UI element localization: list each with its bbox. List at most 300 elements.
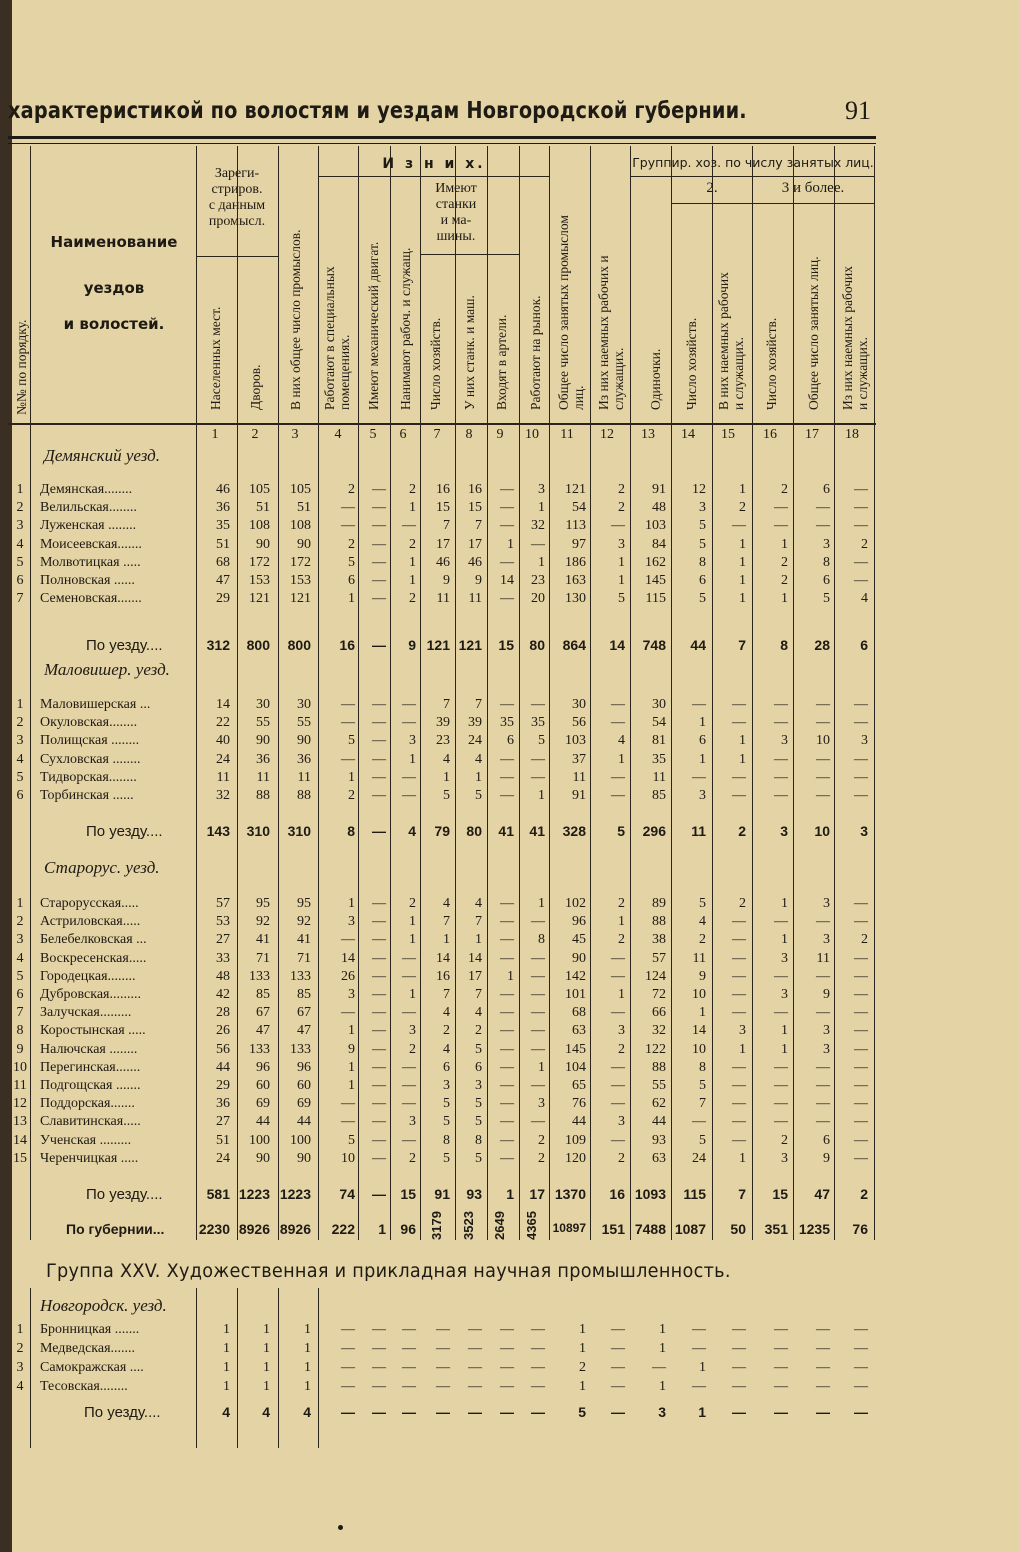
district-name: Городецкая........	[40, 968, 136, 984]
table-cell: —	[500, 518, 514, 534]
table-cell: 27	[216, 1114, 230, 1130]
page-edge	[0, 0, 12, 1552]
table-cell: 6	[823, 1132, 830, 1148]
table-cell: 1	[699, 1360, 706, 1375]
table-cell: 1	[781, 896, 788, 911]
table-cell: 102	[565, 896, 586, 911]
district-name: Полищская ........	[40, 733, 140, 749]
table-cell: 3	[823, 896, 830, 911]
header-divider	[420, 254, 519, 255]
column-number: 11	[560, 427, 574, 442]
table-cell: 17	[468, 536, 482, 552]
table-cell: 1	[739, 591, 746, 607]
table-cell: 2	[348, 482, 355, 497]
table-cell: 1093	[634, 1186, 666, 1202]
province-total-cell: 1235	[798, 1221, 830, 1237]
table-cell: 26	[216, 1023, 230, 1039]
table-cell: 4	[443, 896, 450, 911]
table-cell: 15	[400, 1186, 416, 1202]
table-cell: 3	[658, 1404, 666, 1420]
table-cell: 4	[475, 751, 482, 767]
table-cell: —	[500, 1150, 514, 1166]
province-total-cell: 1	[378, 1221, 386, 1237]
table-cell: 2	[348, 536, 355, 552]
row-number: 4	[16, 536, 24, 552]
table-cell: 39	[436, 715, 450, 731]
row-number: 1	[16, 482, 24, 497]
province-total-cell: 222	[331, 1221, 355, 1237]
table-cell: 9	[408, 637, 416, 653]
header-rule	[8, 136, 876, 139]
table-cell: 65	[572, 1078, 586, 1093]
table-cell: 121	[458, 637, 482, 653]
table-cell: 1	[409, 500, 416, 516]
district-name: Поддорская.......	[40, 1096, 135, 1112]
table-cell: 113	[565, 518, 586, 534]
district-name: Коростынская .....	[40, 1023, 146, 1039]
table-cell: —	[402, 1132, 416, 1148]
table-cell: —	[854, 518, 868, 534]
province-total-cell: 4365	[524, 1211, 539, 1240]
row-number: 12	[13, 1096, 27, 1112]
table-cell: —	[402, 1322, 416, 1337]
table-cell: —	[436, 1379, 450, 1394]
table-cell: 1	[443, 932, 450, 948]
table-cell: —	[816, 968, 830, 984]
table-cell: 90	[297, 536, 311, 552]
table-cell: 7	[443, 518, 450, 534]
table-cell: —	[774, 1322, 788, 1337]
table-cell: —	[341, 1379, 355, 1394]
table-cell: 57	[652, 950, 666, 966]
row-number: 9	[16, 1041, 24, 1057]
table-cell: 1	[506, 1186, 514, 1202]
header-three-more: 3 и более.	[781, 180, 845, 196]
table-cell: 6	[475, 1059, 482, 1075]
table-cell: 88	[256, 788, 270, 803]
table-cell: 3	[823, 932, 830, 948]
table-cell: 1	[348, 769, 355, 785]
table-cell: 29	[216, 1078, 230, 1093]
table-cell: 1	[699, 715, 706, 731]
table-cell: 29	[216, 591, 230, 607]
table-cell: 5	[699, 896, 706, 911]
table-cell: —	[854, 573, 868, 588]
district-name: Медведская.......	[40, 1341, 136, 1356]
column-number: 6	[399, 427, 407, 442]
table-cell: 1	[348, 896, 355, 911]
table-cell: —	[611, 697, 625, 712]
table-cell: —	[531, 1114, 545, 1130]
table-cell: 7	[443, 697, 450, 712]
table-cell: —	[854, 950, 868, 966]
row-number: 10	[13, 1059, 27, 1075]
table-cell: 2	[409, 1150, 416, 1166]
table-cell: —	[500, 500, 514, 516]
district-name: Бронницкая .......	[40, 1322, 140, 1337]
table-cell: —	[531, 769, 545, 785]
table-cell: —	[816, 1341, 830, 1356]
table-cell: 96	[297, 1059, 311, 1075]
table-cell: 16	[468, 482, 482, 497]
district-name: Полновская ......	[40, 573, 135, 588]
table-cell: 5	[443, 1114, 450, 1130]
table-cell: —	[500, 697, 514, 712]
province-total-cell: 8926	[279, 1221, 311, 1237]
table-cell: 16	[339, 637, 355, 653]
table-cell: 14	[500, 573, 514, 588]
table-cell: 4	[443, 1005, 450, 1021]
table-cell: 80	[529, 637, 545, 653]
table-cell: 1	[507, 968, 514, 984]
table-cell: —	[854, 1096, 868, 1112]
table-cell: 5	[578, 1404, 586, 1420]
table-cell: 1	[739, 573, 746, 588]
header-total-employed: Общее число занятых промыслом лиц.	[556, 215, 586, 410]
table-cell: —	[372, 733, 386, 749]
table-cell: —	[854, 1059, 868, 1075]
table-cell: 4	[408, 823, 416, 839]
table-cell: —	[402, 1379, 416, 1394]
table-cell: —	[611, 1005, 625, 1021]
row-number: 5	[16, 968, 24, 984]
table-cell: 2	[618, 500, 625, 516]
table-cell: 30	[652, 697, 666, 712]
table-cell: 1	[739, 482, 746, 497]
table-cell: 5	[348, 554, 355, 570]
table-cell: 33	[216, 950, 230, 966]
row-number: 4	[16, 950, 24, 966]
table-cell: —	[816, 1078, 830, 1093]
table-cell: 1	[739, 1041, 746, 1057]
table-cell: 24	[468, 733, 482, 749]
table-cell: 96	[256, 1059, 270, 1075]
table-cell: —	[341, 932, 355, 948]
table-cell: 2	[781, 482, 788, 497]
row-number: 3	[16, 1360, 24, 1375]
row-number: 14	[13, 1132, 27, 1148]
table-cell: —	[732, 950, 746, 966]
table-cell: 104	[565, 1059, 586, 1075]
table-cell: —	[854, 500, 868, 516]
district-name: Астриловская.....	[40, 914, 141, 930]
table-cell: —	[372, 950, 386, 966]
table-cell: 20	[531, 591, 545, 607]
table-cell: 7	[475, 914, 482, 930]
table-cell: —	[854, 1341, 868, 1356]
row-number: 15	[13, 1150, 27, 1166]
table-cell: 121	[426, 637, 450, 653]
table-cell: 5	[823, 591, 830, 607]
table-cell: —	[372, 914, 386, 930]
table-cell: —	[816, 1114, 830, 1130]
table-cell: 46	[216, 482, 230, 497]
district-name: Маловишерская ...	[40, 697, 151, 712]
table-cell: 2	[738, 823, 746, 839]
table-cell: 133	[249, 968, 270, 984]
table-cell: 47	[256, 1023, 270, 1039]
table-cell: 3	[823, 1023, 830, 1039]
district-name: Славитинская.....	[40, 1114, 141, 1130]
table-cell: 11	[691, 823, 706, 839]
table-cell: —	[611, 950, 625, 966]
table-cell: 1	[739, 751, 746, 767]
table-cell: —	[500, 1041, 514, 1057]
column-divider	[549, 146, 550, 1240]
table-cell: 11	[572, 769, 586, 785]
header-singles: Одиночки.	[648, 348, 663, 410]
table-cell: —	[774, 1078, 788, 1093]
table-cell: 7	[475, 518, 482, 534]
table-cell: —	[854, 896, 868, 911]
section-title: Старорус. уезд.	[44, 858, 160, 877]
header-g2-hired: В них наемных рабочих и служащих.	[716, 272, 746, 410]
table-cell: —	[402, 769, 416, 785]
row-number: 6	[16, 573, 24, 588]
table-cell: —	[402, 1341, 416, 1356]
table-cell: 7	[699, 1096, 706, 1112]
table-cell: —	[372, 932, 386, 948]
table-cell: —	[372, 500, 386, 516]
table-cell: 1	[618, 751, 625, 767]
table-cell: 30	[572, 697, 586, 712]
table-cell: 51	[297, 500, 311, 516]
table-cell: —	[500, 751, 514, 767]
table-cell: —	[402, 1078, 416, 1093]
table-cell: —	[732, 987, 746, 1002]
table-cell: 37	[572, 751, 586, 767]
table-cell: —	[692, 1114, 706, 1130]
column-divider	[519, 146, 520, 1240]
table-cell: 121	[565, 482, 586, 497]
table-cell: 2	[618, 896, 625, 911]
table-cell: 5	[443, 1096, 450, 1112]
table-cell: —	[732, 1059, 746, 1075]
table-cell: —	[341, 1005, 355, 1021]
table-cell: 30	[297, 697, 311, 712]
table-cell: 5	[475, 1114, 482, 1130]
column-divider	[793, 146, 794, 1240]
table-cell: 62	[652, 1096, 666, 1112]
table-cell: —	[500, 1005, 514, 1021]
column-divider	[358, 146, 359, 1240]
table-cell: —	[816, 788, 830, 803]
district-name: Ученская .........	[40, 1132, 132, 1148]
table-cell: 60	[256, 1078, 270, 1093]
table-cell: —	[372, 788, 386, 803]
table-cell: 121	[249, 591, 270, 607]
table-cell: 35	[500, 715, 514, 731]
table-cell: —	[468, 1322, 482, 1337]
table-cell: 17	[468, 968, 482, 984]
column-divider	[196, 146, 197, 1240]
table-cell: 1	[263, 1322, 270, 1337]
table-cell: —	[372, 1186, 386, 1202]
table-cell: 312	[206, 637, 230, 653]
province-total-cell: 8926	[238, 1221, 270, 1237]
table-cell: —	[372, 1360, 386, 1375]
column-divider	[874, 146, 875, 1240]
row-number: 5	[16, 554, 24, 570]
header-g3-households: Число хозяйств.	[764, 317, 779, 410]
table-cell: 10	[814, 823, 830, 839]
table-cell: —	[372, 896, 386, 911]
table-cell: —	[402, 1005, 416, 1021]
table-cell: —	[468, 1341, 482, 1356]
table-cell: 48	[216, 968, 230, 984]
ink-dot	[338, 1525, 343, 1530]
table-cell: 581	[206, 1186, 230, 1202]
table-cell: —	[611, 715, 625, 731]
table-cell: —	[531, 1078, 545, 1093]
table-cell: 3	[475, 1078, 482, 1093]
table-cell: 133	[290, 968, 311, 984]
table-cell: 4	[443, 1041, 450, 1057]
table-cell: —	[341, 1322, 355, 1337]
table-cell: —	[436, 1322, 450, 1337]
column-divider	[318, 146, 319, 1240]
table-cell: 3	[618, 1114, 625, 1130]
table-cell: —	[854, 554, 868, 570]
column-number: 15	[721, 427, 735, 442]
table-cell: 1	[618, 554, 625, 570]
table-cell: 8	[443, 1132, 450, 1148]
header-registered: Зареги- стриров. с данным промысл.	[208, 166, 266, 229]
table-cell: 7	[443, 914, 450, 930]
table-cell: 1	[409, 932, 416, 948]
table-cell: 3	[780, 823, 788, 839]
table-cell: 143	[206, 823, 230, 839]
column-number: 8	[465, 427, 473, 442]
table-cell: 5	[475, 1041, 482, 1057]
table-cell: 71	[297, 950, 311, 966]
table-cell: 92	[256, 914, 270, 930]
header-mech-engine: Имеют механический двигат.	[366, 241, 381, 410]
table-cell: —	[402, 1096, 416, 1112]
table-cell: 6	[348, 573, 355, 588]
column-divider	[318, 1288, 319, 1448]
table-cell: —	[816, 1404, 830, 1420]
table-cell: 36	[216, 500, 230, 516]
table-cell: —	[774, 518, 788, 534]
row-number: 2	[16, 500, 24, 516]
table-cell: 28	[814, 637, 830, 653]
table-cell: —	[816, 769, 830, 785]
table-cell: 36	[216, 1096, 230, 1112]
table-cell: —	[774, 1360, 788, 1375]
table-cell: 67	[256, 1005, 270, 1021]
table-cell: —	[816, 1379, 830, 1394]
table-cell: —	[531, 1322, 545, 1337]
table-cell: —	[341, 1096, 355, 1112]
table-cell: —	[531, 697, 545, 712]
table-cell: 63	[572, 1023, 586, 1039]
table-cell: —	[692, 769, 706, 785]
table-cell: 32	[216, 788, 230, 803]
table-cell: —	[816, 715, 830, 731]
row-number: 13	[13, 1114, 27, 1130]
table-cell: —	[372, 1150, 386, 1166]
table-cell: —	[732, 1341, 746, 1356]
district-name: Тесовская........	[40, 1379, 128, 1394]
table-cell: —	[372, 968, 386, 984]
header-bottom-rule	[8, 423, 876, 425]
table-cell: 5	[699, 1132, 706, 1148]
table-cell: 48	[652, 500, 666, 516]
column-number: 13	[641, 427, 655, 442]
table-cell: 72	[652, 987, 666, 1002]
table-cell: —	[341, 1341, 355, 1356]
header-total-count: В них общее число промыслов.	[288, 229, 303, 410]
table-cell: 120	[565, 1150, 586, 1166]
table-cell: —	[402, 1059, 416, 1075]
table-cell: 9	[443, 573, 450, 588]
header-two: 2.	[706, 180, 718, 196]
table-cell: 56	[216, 1041, 230, 1057]
table-cell: 85	[297, 987, 311, 1002]
table-cell: 69	[256, 1096, 270, 1112]
table-cell: 2	[409, 591, 416, 607]
table-cell: —	[500, 1132, 514, 1148]
table-cell: 14	[609, 637, 625, 653]
table-cell: 9	[823, 1150, 830, 1166]
table-cell: 109	[565, 1132, 586, 1148]
table-cell: 145	[565, 1041, 586, 1057]
column-divider	[671, 146, 672, 1240]
table-cell: 6	[860, 637, 868, 653]
table-cell: 103	[565, 733, 586, 749]
table-cell: 1370	[554, 1186, 586, 1202]
province-total-cell: 1087	[674, 1221, 706, 1237]
table-cell: 1	[739, 536, 746, 552]
table-cell: 3	[538, 482, 545, 497]
table-cell: —	[854, 1078, 868, 1093]
row-number: 4	[16, 1379, 24, 1394]
table-cell: —	[774, 1404, 788, 1420]
table-cell: —	[732, 1096, 746, 1112]
table-cell: 23	[531, 573, 545, 588]
table-cell: 1	[579, 1341, 586, 1356]
column-number: 5	[369, 427, 377, 442]
table-cell: 1	[263, 1360, 270, 1375]
table-cell: 26	[341, 968, 355, 984]
table-cell: 133	[290, 1041, 311, 1057]
header-hired: Из них наемных рабочих и служащих.	[596, 255, 626, 410]
table-cell: 4	[861, 591, 868, 607]
table-cell: 2	[861, 536, 868, 552]
table-cell: —	[854, 1379, 868, 1394]
table-cell: 2	[538, 1132, 545, 1148]
table-cell: 1	[304, 1322, 311, 1337]
column-divider	[390, 146, 391, 1240]
table-cell: 2	[781, 554, 788, 570]
header-divider	[671, 203, 874, 204]
table-cell: 1	[263, 1379, 270, 1394]
table-cell: —	[531, 914, 545, 930]
table-cell: 1	[348, 1023, 355, 1039]
table-cell: 71	[256, 950, 270, 966]
table-cell: 1	[409, 751, 416, 767]
table-cell: 2	[579, 1360, 586, 1375]
row-number: 2	[16, 715, 24, 731]
table-cell: 3	[823, 1041, 830, 1057]
section-title: Демянский уезд.	[44, 446, 160, 465]
table-cell: 35	[652, 751, 666, 767]
row-number: 3	[16, 932, 24, 948]
table-cell: 162	[645, 554, 666, 570]
table-cell: 24	[216, 1150, 230, 1166]
total-label: По уезду....	[84, 1404, 161, 1421]
